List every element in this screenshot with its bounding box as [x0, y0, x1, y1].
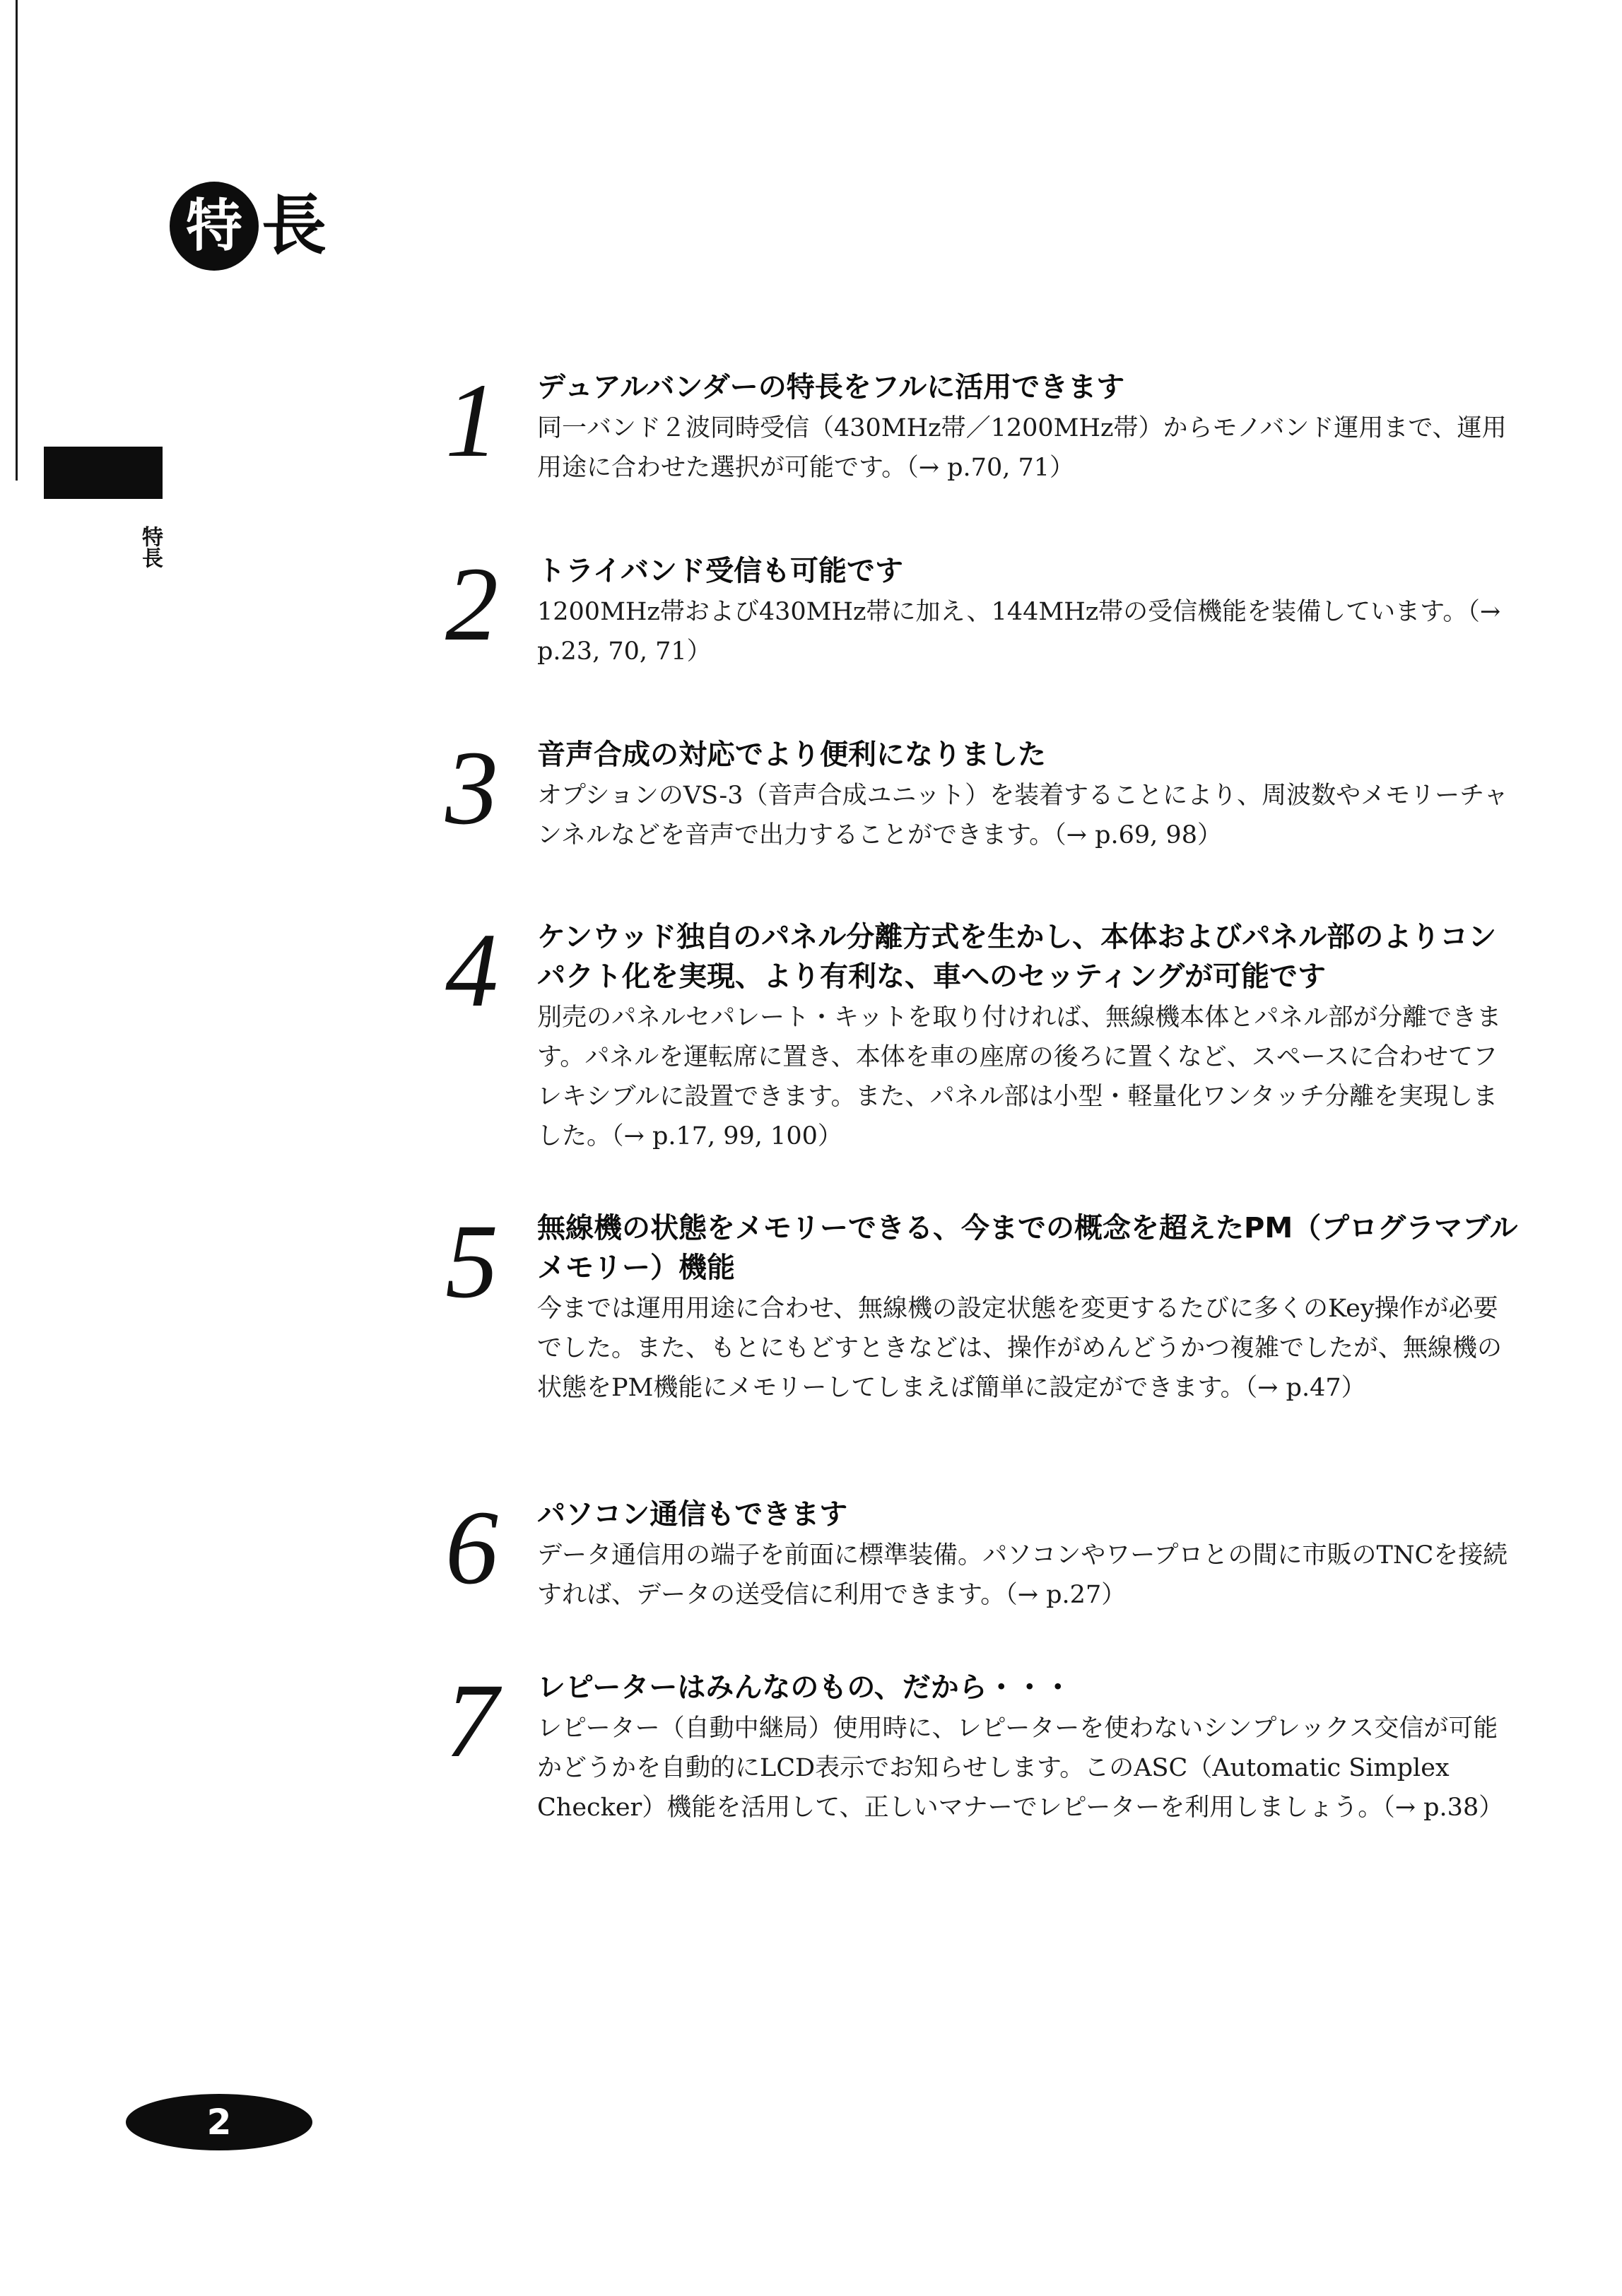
- feature-heading: レピーターはみんなのもの、だから・・・: [537, 1671, 1072, 1704]
- feature-text: 今までは運用用途に合わせ、無線機の設定状態を変更するたびに多くのKey操作が必要でした。また、もとにもどすときなどは、操作がめんどうかつ複雑でしたが、無線機の状態をPM機能にメモリーしてしまえば簡単に設定ができます。（→ p.47）: [537, 1295, 1503, 1402]
- feature-text: データ通信用の端子を前面に標準装備。パソコンやワープロとの間に市販のTNCを接続すれば、データの送受信に利用できます。（→ p.27）: [537, 1541, 1508, 1609]
- section-tab-marker: [44, 447, 163, 499]
- feature-number: 1: [445, 362, 498, 479]
- page-title: [170, 180, 327, 272]
- title-text: 長: [261, 188, 327, 264]
- feature-heading: 音声合成の対応でより便利になりました: [537, 738, 1046, 771]
- section-side-label: 特長: [138, 526, 163, 568]
- feature-number: 2: [445, 546, 498, 663]
- feature-heading: 無線機の状態をメモリーできる、今までの概念を超えたPM（プログラマブルメモリー）機能: [537, 1212, 1518, 1284]
- feature-heading: ケンウッド独自のパネル分離方式を生かし、本体およびパネル部のよりコンパクト化を実現、より有利な、車へのセッティングが可能です: [537, 921, 1497, 993]
- feature-text: 1200MHz帯および430MHz帯に加え、144MHz帯の受信機能を装備しています。（→ p.23, 70, 71）: [537, 598, 1501, 666]
- feature-heading: デュアルバンダーの特長をフルに活用できます: [537, 371, 1125, 404]
- feature-number: 7: [445, 1662, 498, 1779]
- title-badge: 特: [170, 182, 259, 271]
- feature-text: 同一バンド２波同時受信（430MHz帯／1200MHz帯）からモノバンド運用まで、運用用途に合わせた選択が可能です。（→ p.70, 71）: [537, 414, 1507, 482]
- page-number-badge: 2: [126, 2094, 312, 2150]
- feature-text: レピーター（自動中継局）使用時に、レピーターを使わないシンプレックス交信が可能かどうかを自動的にLCD表示でお知らせします。このASC（Automatic Simplex Checker）機能を活用して、正しいマナーでレピーターを利用しましょう。（→ p.38）: [537, 1714, 1504, 1822]
- feature-number: 6: [445, 1489, 498, 1606]
- feature-number: 4: [445, 912, 498, 1029]
- left-margin-rule: [16, 0, 18, 481]
- feature-text: オプションのVS-3（音声合成ユニット）を装着することにより、周波数やメモリーチャンネルなどを音声で出力することができます。（→ p.69, 98）: [537, 782, 1509, 849]
- feature-heading: パソコン通信もできます: [537, 1498, 848, 1531]
- feature-number: 5: [445, 1203, 498, 1320]
- feature-heading: トライバンド受信も可能です: [537, 555, 903, 587]
- feature-number: 3: [445, 729, 498, 847]
- feature-text: 別売のパネルセパレート・キットを取り付ければ、無線機本体とパネル部が分離できます。パネルを運転席に置き、本体を車の座席の後ろに置くなど、スペースに合わせてフレキシブルに設置できます。また、パネル部は小型・軽量化ワンタッチ分離を実現しました。（→ p.17, 99, 100）: [537, 1003, 1502, 1150]
